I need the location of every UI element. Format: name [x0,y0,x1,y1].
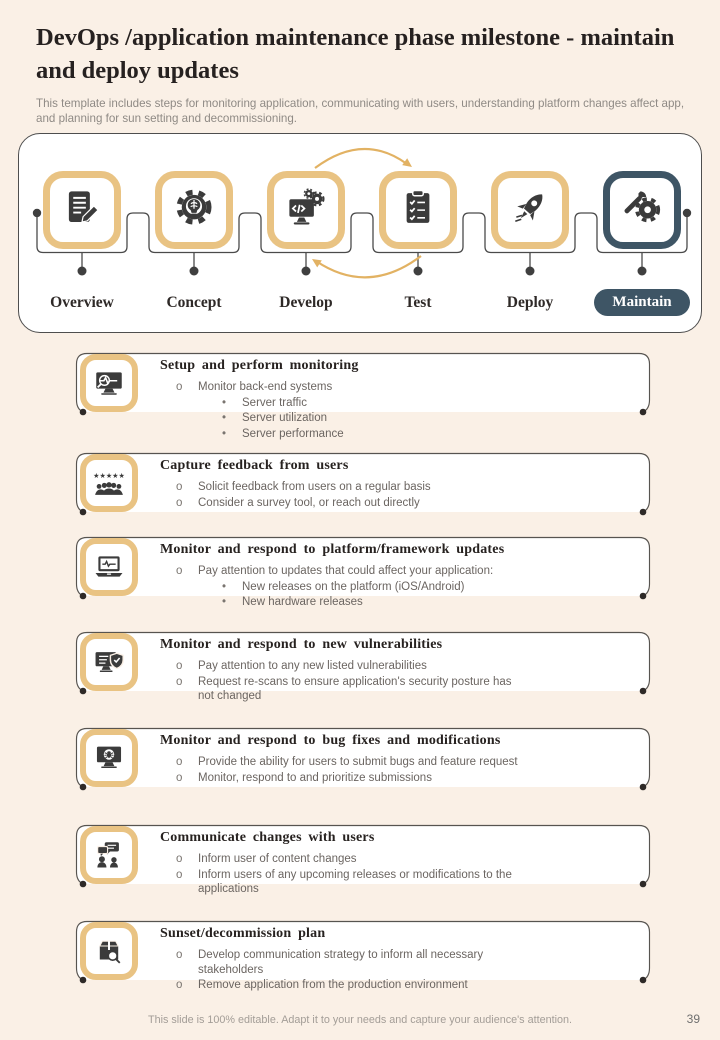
bullet-marker: o [176,949,183,961]
stage-box-test [379,171,457,249]
card-items [160,755,638,785]
bullet-text: Remove application from the production environment [198,979,468,992]
card-items [160,480,638,510]
page-number: 39 [686,1012,700,1026]
bullet-item [160,480,638,495]
bullet-item [160,852,638,867]
card-body [160,830,638,898]
bullet-item [160,948,638,977]
card-body [160,358,638,442]
bullet-text: Provide the ability for users to submit bugs and feature request [198,756,518,768]
card-body [160,458,638,511]
stage-label-deploy: Deploy [506,294,554,311]
bullet-item [160,868,638,897]
card-title: Monitor and respond to platform/framework updates [160,542,505,557]
bullet-item [160,580,638,595]
bullet-text: Solicit feedback from users on a regular basis [198,481,431,493]
bullet-marker: o [176,660,183,672]
document-pencil-icon [61,187,103,234]
stage-label-develop: Develop [279,294,333,311]
bullet-marker: • [222,412,227,425]
stage-label-test: Test [404,294,432,311]
wrench-gear-icon [621,187,663,234]
users-chat-icon [80,826,138,884]
bullet-text: Develop communication strategy to inform all necessary stakeholders [198,949,484,976]
card-4 [75,630,653,703]
card-2 [75,451,653,517]
card-title: Communicate changes with users [160,830,375,845]
card-1 [75,351,653,440]
bullet-text: Inform users of any upcoming releases or modifications to the applications [198,868,512,896]
bullet-text: Server utilization [242,412,328,425]
bullet-marker: • [222,396,227,409]
bullet-item [160,427,638,442]
monitor-shield-icon [80,633,138,691]
bullet-text: Consider a survey tool, or reach out directly [198,496,420,509]
bullet-text: Server traffic [242,396,307,409]
bullet-marker: o [176,675,183,688]
card-items [160,852,638,897]
bullet-text: Pay attention to updates that could affect your application: [198,565,494,577]
card-3 [75,535,653,609]
bullet-marker: o [176,868,183,881]
bullet-item [160,564,638,579]
card-items [160,659,638,704]
bullet-marker: o [176,979,183,992]
card-body [160,926,638,994]
stage-box-develop [267,171,345,249]
card-items [160,948,638,993]
bullet-marker: o [176,481,183,493]
bullet-marker: o [176,853,183,865]
card-body [160,542,638,611]
bullet-item [160,396,638,411]
monitor-code-gears-icon [285,187,327,234]
page-title: DevOps /application maintenance phase milestone - maintain and deploy updates [36,24,675,84]
bullet-item [160,411,638,426]
stage-box-deploy [491,171,569,249]
stage-label-concept: Concept [166,294,222,311]
card-title: Monitor and respond to bug fixes and modifications [160,733,501,748]
bullet-item [160,675,638,704]
stage-box-overview [43,171,121,249]
stage-label-overview: Overview [50,294,114,311]
stage-box-maintain [603,171,681,249]
package-search-icon [80,922,138,980]
card-items [160,564,638,610]
card-6 [75,823,653,896]
bullet-marker: o [176,496,183,509]
bullet-marker: • [222,427,227,440]
card-items [160,380,638,441]
bullet-marker: o [176,381,183,393]
bullet-item [160,659,638,674]
card-title: Setup and perform monitoring [160,358,359,373]
timeline [18,133,702,333]
bullet-text: Request re-scans to ensure application's security posture has not changed [198,675,512,703]
stage-label-maintain: Maintain [594,289,690,316]
laptop-pulse-icon [80,538,138,596]
monitor-bug-icon [80,729,138,787]
bullet-item [160,496,638,511]
card-7 [75,919,653,992]
card-5 [75,726,653,792]
bullet-item [160,978,638,993]
rocket-icon [509,187,551,234]
footer-note: This slide is 100% editable. Adapt it to your needs and capture your audience's attention. [147,1014,572,1026]
bullet-item [160,380,638,395]
gear-brain-icon [173,187,215,234]
card-title: Monitor and respond to new vulnerabilities [160,637,443,652]
clipboard-checklist-icon [397,187,439,234]
bullet-item [160,595,638,610]
bullet-marker: o [176,565,183,577]
bullet-text: New hardware releases [242,596,363,609]
bullet-text: New releases on the platform (iOS/Android) [242,580,465,593]
bullet-text: Server performance [242,427,344,440]
card-body [160,733,638,786]
bullet-marker: • [222,596,227,609]
users-rating-icon [80,454,138,512]
card-body [160,637,638,705]
svg-text:★★★★★: ★★★★★ [93,470,125,480]
bullet-text: Pay attention to any new listed vulnerabilities [198,660,427,672]
bullet-marker: o [176,771,183,784]
stage-box-concept [155,171,233,249]
monitor-pulse-icon [80,354,138,412]
card-title: Sunset/decommission plan [160,926,326,941]
bullet-marker: o [176,756,183,768]
bullet-text: Monitor, respond to and prioritize submissions [198,771,432,784]
bullet-item [160,755,638,770]
bullet-item [160,771,638,786]
bullet-text: Inform user of content changes [198,853,357,865]
bullet-text: Monitor back-end systems [198,381,333,393]
bullet-marker: • [222,580,227,593]
card-title: Capture feedback from users [160,458,349,473]
page-subtitle: This template includes steps for monitoring application, communicating with users, understanding platform changes affect app, and planning for sun setting and decommissioning. [36,97,685,126]
